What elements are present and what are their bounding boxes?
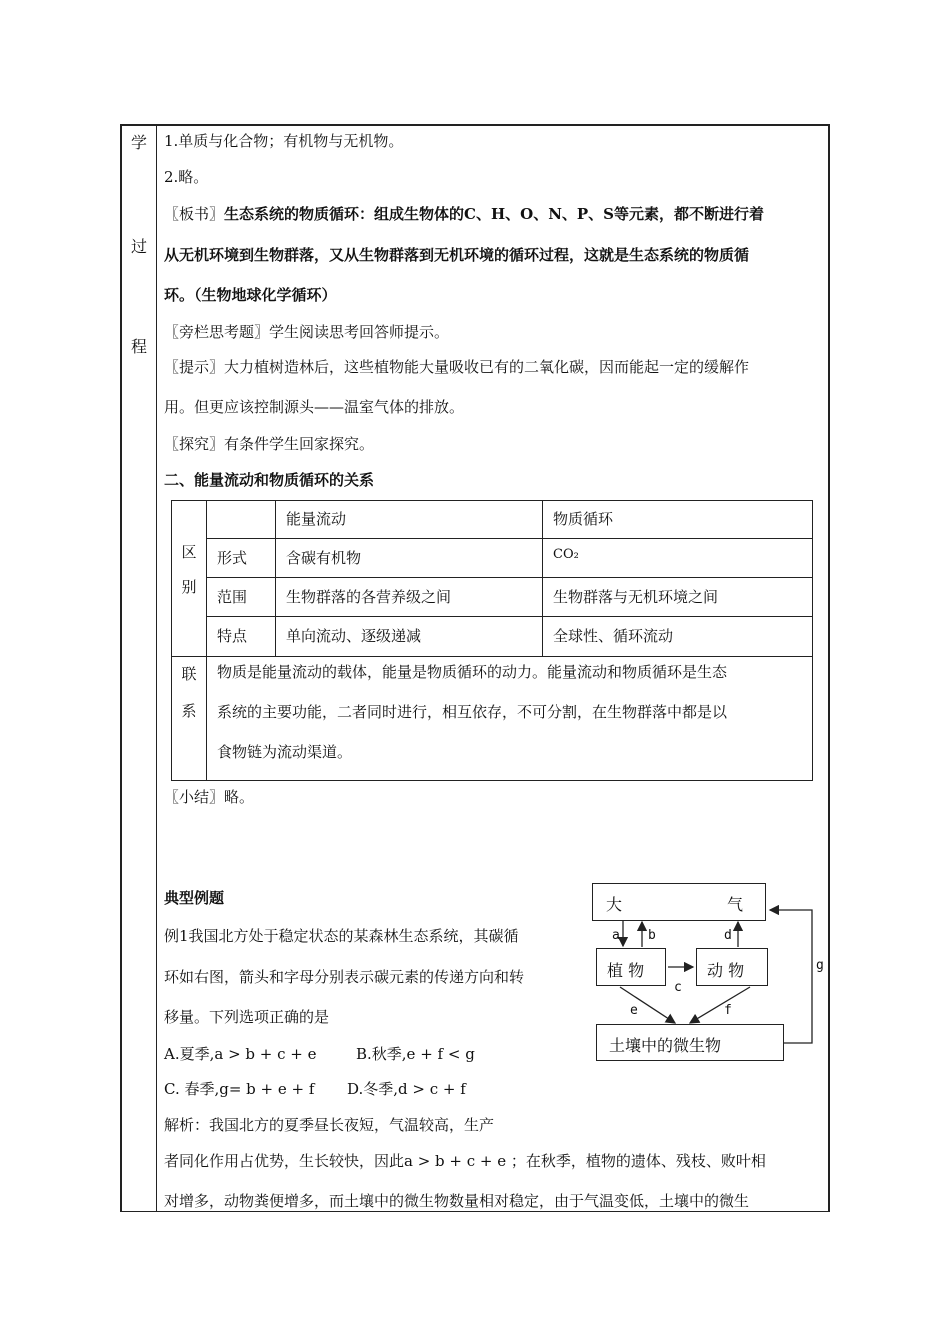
- question-line-1: 例1我国北方处于稳定状态的某森林生态系统，其碳循: [164, 927, 519, 945]
- side-char-3: 程: [130, 337, 147, 356]
- relation-table: [171, 500, 813, 781]
- option-a: A.夏季,a > b + c + e: [164, 1045, 317, 1063]
- example-heading: 典型例题: [164, 889, 225, 907]
- option-b: B.秋季,e + f < g: [356, 1045, 475, 1063]
- form-energy: 含碳有机物: [276, 539, 543, 578]
- animal-box: [696, 948, 768, 986]
- header-energy: 能量流动: [276, 501, 543, 539]
- scope-matter: 生物群落与无机环境之间: [543, 578, 813, 617]
- plant-box: [596, 948, 666, 986]
- atmosphere-box: [592, 883, 766, 921]
- text-line-8: 用。但更应该控制源头——温室气体的排放。: [164, 398, 465, 416]
- animal-label: 动 物: [707, 961, 745, 980]
- board-prefix: 〖板书〗: [164, 205, 225, 223]
- side-column: [122, 126, 157, 1211]
- label-a: a: [612, 928, 620, 943]
- arrow-f: [690, 987, 750, 1023]
- header-matter: 物质循环: [543, 501, 813, 539]
- side-char-1: 学: [130, 133, 147, 152]
- row-label-feature: 特点: [207, 617, 276, 657]
- link-char-1: 联: [181, 665, 197, 683]
- summary-line: 〖小结〗略。: [164, 788, 255, 806]
- text-line-1: 1.单质与化合物；有机物与无机物。: [164, 132, 404, 150]
- text-line-2: 2.略。: [164, 168, 209, 186]
- text-line-3: [164, 203, 764, 224]
- header-blank: [207, 501, 276, 539]
- question-line-3: 移量。下列选项正确的是: [164, 1008, 330, 1026]
- atmosphere-label-1: 大: [606, 895, 623, 914]
- label-g: g: [816, 958, 824, 973]
- question-line-2: 环如右图，箭头和字母分别表示碳元素的传递方向和转: [164, 968, 525, 986]
- analysis-line-1: 解析：我国北方的夏季昼长夜短，气温较高，生产: [164, 1116, 495, 1134]
- link-text: [207, 657, 813, 781]
- text-line-6: 〖旁栏思考题〗学生阅读思考回答师提示。: [164, 323, 450, 341]
- label-f: f: [724, 1003, 732, 1018]
- form-matter: CO₂: [543, 539, 813, 578]
- analysis-line-2: 者同化作用占优势，生长较快，因此a > b + c + e ；在秋季，植物的遗体、残枝、败叶相: [164, 1152, 766, 1170]
- link-line-1: 物质是能量流动的载体，能量是物质循环的动力。能量流动和物质循环是生态: [217, 663, 728, 681]
- label-b: b: [648, 928, 656, 943]
- board-text-2: 从无机环境到生物群落，又从生物群落到无机环境的循环过程，这就是生态系统的物质循: [164, 246, 750, 264]
- arrow-e: [620, 987, 675, 1023]
- link-cell: [172, 657, 207, 781]
- link-line-2: 系统的主要功能，二者同时进行，相互依存，不可分割，在生物群落中都是以: [217, 703, 728, 721]
- soil-microbe-label: 土壤中的微生物: [609, 1036, 722, 1055]
- diff-char-1: 区: [181, 543, 197, 561]
- text-line-9: 〖探究〗有条件学生回家探究。: [164, 435, 375, 453]
- link-line-3: 食物链为流动渠道。: [217, 743, 353, 761]
- analysis-line-3: 对增多，动物粪便增多，而土壤中的微生物数量相对稳定，由于气温变低，土壤中的微生: [164, 1192, 750, 1210]
- feature-energy: 单向流动、逐级递减: [276, 617, 543, 657]
- carbon-cycle-diagram: [590, 880, 830, 1065]
- text-line-7: 〖提示〗大力植树造林后，这些植物能大量吸收已有的二氧化碳，因而能起一定的缓解作: [164, 358, 750, 376]
- board-text-3: 环。（生物地球化学循环）: [164, 286, 337, 304]
- diff-cell: [172, 501, 207, 657]
- label-e: e: [630, 1003, 638, 1018]
- side-char-2: 过: [130, 237, 147, 256]
- label-d: d: [724, 928, 732, 943]
- link-char-2: 系: [181, 702, 197, 720]
- label-c: c: [674, 980, 682, 995]
- section-heading: 二、能量流动和物质循环的关系: [164, 471, 375, 489]
- scope-energy: 生物群落的各营养级之间: [276, 578, 543, 617]
- atmosphere-label-2: 气: [727, 895, 744, 914]
- row-label-form: 形式: [207, 539, 276, 578]
- option-c: C. 春季,g= b + e + f: [164, 1080, 315, 1098]
- feature-matter: 全球性、循环流动: [543, 617, 813, 657]
- plant-label: 植 物: [607, 961, 645, 980]
- diff-char-2: 别: [181, 578, 197, 596]
- board-text-1: 生态系统的物质循环：组成生物体的C、H、O、N、P、S等元素，都不断进行着: [224, 205, 765, 223]
- option-d: D.冬季,d > c + f: [347, 1080, 466, 1098]
- row-label-scope: 范围: [207, 578, 276, 617]
- soil-microbe-box: [596, 1024, 784, 1061]
